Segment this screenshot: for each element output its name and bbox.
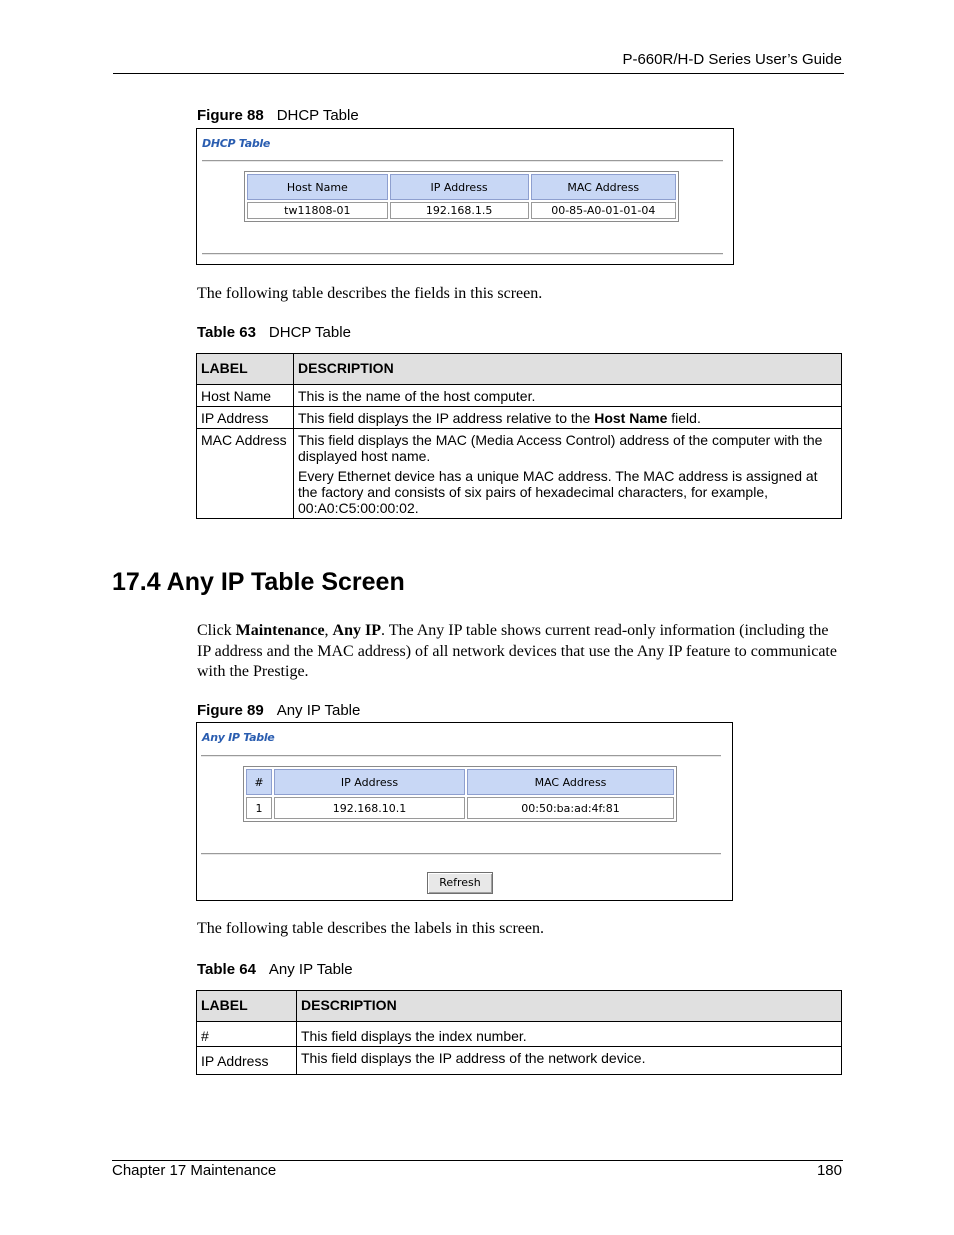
paragraph-text: Click bbox=[197, 622, 236, 639]
figure-88-caption bbox=[197, 107, 359, 124]
running-header: P-660R/H-D Series User’s Guide bbox=[622, 51, 842, 68]
row-description: This field displays the index number. bbox=[297, 1022, 842, 1047]
any-ip-table-screen-title: Any IP Table bbox=[202, 731, 275, 744]
column-header-mac-address: MAC Address bbox=[467, 769, 674, 795]
row-label: MAC Address bbox=[197, 429, 294, 519]
intro-paragraph-2: The following table describes the labels in this screen. bbox=[197, 920, 545, 937]
description-header: DESCRIPTION bbox=[297, 991, 842, 1022]
index-cell: 1 bbox=[246, 797, 272, 819]
bottom-divider bbox=[202, 253, 723, 255]
dhcp-table-screen-title: DHCP Table bbox=[202, 137, 271, 150]
description-text: field. bbox=[667, 410, 701, 426]
section-paragraph bbox=[197, 621, 837, 683]
description-paragraph: This field displays the MAC (Media Access Control) address of the computer with the displayed host name. bbox=[298, 432, 823, 464]
description-bold-term: Host Name bbox=[594, 410, 668, 426]
figure-89-title: Any IP Table bbox=[276, 702, 361, 719]
table-row bbox=[197, 1047, 842, 1075]
intro-paragraph-1: The following table describes the fields in this screen. bbox=[197, 285, 543, 302]
paragraph-text: , bbox=[324, 622, 333, 639]
table-64-title: Any IP Table bbox=[268, 961, 353, 978]
column-header-index: # bbox=[246, 769, 272, 795]
mac-address-cell: 00:50:ba:ad:4f:81 bbox=[467, 797, 674, 819]
dhcp-ui-table bbox=[244, 171, 679, 222]
figure-88-title: DHCP Table bbox=[276, 107, 359, 124]
column-header-mac-address: MAC Address bbox=[531, 174, 676, 200]
figure-89-screenshot bbox=[196, 722, 733, 901]
row-label: IP Address bbox=[197, 1047, 297, 1075]
table-row bbox=[197, 1022, 842, 1047]
table-63-title: DHCP Table bbox=[268, 324, 351, 341]
footer-rule bbox=[112, 1160, 843, 1161]
table-64 bbox=[196, 990, 842, 1075]
figure-89-number: Figure 89 bbox=[197, 702, 264, 719]
menu-term: Maintenance bbox=[235, 622, 325, 639]
row-description: This is the name of the host computer. bbox=[294, 385, 842, 407]
description-paragraph: Every Ethernet device has a unique MAC address. The MAC address is assigned at the factory and consists of six pairs of hexadecimal characters, for example, 00:A0:C5:00:00:02. bbox=[298, 468, 818, 516]
page-number: 180 bbox=[816, 1162, 842, 1179]
table-row bbox=[246, 797, 674, 819]
table-row bbox=[197, 407, 842, 429]
figure-89-caption bbox=[197, 702, 360, 719]
table-63-caption bbox=[197, 324, 351, 341]
paragraph-text: . The Any IP table shows current read-only information (including the IP address and the MAC address) of all network devices that use the Any IP feature to communicate with the Prestige. bbox=[197, 622, 837, 680]
row-label: # bbox=[197, 1022, 297, 1047]
menu-term: Any IP bbox=[332, 622, 381, 639]
mac-address-cell: 00-85-A0-01-01-04 bbox=[531, 202, 676, 219]
table-64-number: Table 64 bbox=[197, 961, 256, 978]
any-ip-ui-table bbox=[243, 766, 677, 822]
bottom-divider bbox=[201, 853, 721, 855]
top-divider bbox=[202, 160, 723, 162]
table-row bbox=[197, 385, 842, 407]
footer-chapter: Chapter 17 Maintenance bbox=[112, 1162, 277, 1179]
table-63 bbox=[196, 353, 842, 519]
host-name-cell: tw11808-01 bbox=[247, 202, 388, 219]
table-row bbox=[247, 202, 676, 219]
row-label: Host Name bbox=[197, 385, 294, 407]
ip-address-cell: 192.168.10.1 bbox=[274, 797, 465, 819]
column-header-ip-address: IP Address bbox=[390, 174, 529, 200]
top-divider bbox=[201, 755, 721, 757]
label-header: LABEL bbox=[197, 991, 297, 1022]
label-header: LABEL bbox=[197, 354, 294, 385]
table-64-caption bbox=[197, 961, 353, 978]
figure-88-number: Figure 88 bbox=[197, 107, 264, 124]
figure-88-screenshot bbox=[196, 128, 734, 265]
description-text: This field displays the IP address relative to the bbox=[298, 410, 595, 426]
ip-address-cell: 192.168.1.5 bbox=[390, 202, 529, 219]
column-header-host-name: Host Name bbox=[247, 174, 388, 200]
table-63-number: Table 63 bbox=[197, 324, 256, 341]
row-description bbox=[294, 429, 842, 519]
table-row bbox=[197, 429, 842, 519]
description-header: DESCRIPTION bbox=[294, 354, 842, 385]
row-label: IP Address bbox=[197, 407, 294, 429]
row-description bbox=[294, 407, 842, 429]
row-description: This field displays the IP address of the network device. bbox=[297, 1047, 842, 1075]
section-heading: 17.4 Any IP Table Screen bbox=[112, 568, 405, 596]
header-rule bbox=[113, 73, 844, 74]
column-header-ip-address: IP Address bbox=[274, 769, 465, 795]
refresh-button[interactable]: Refresh bbox=[427, 872, 493, 894]
